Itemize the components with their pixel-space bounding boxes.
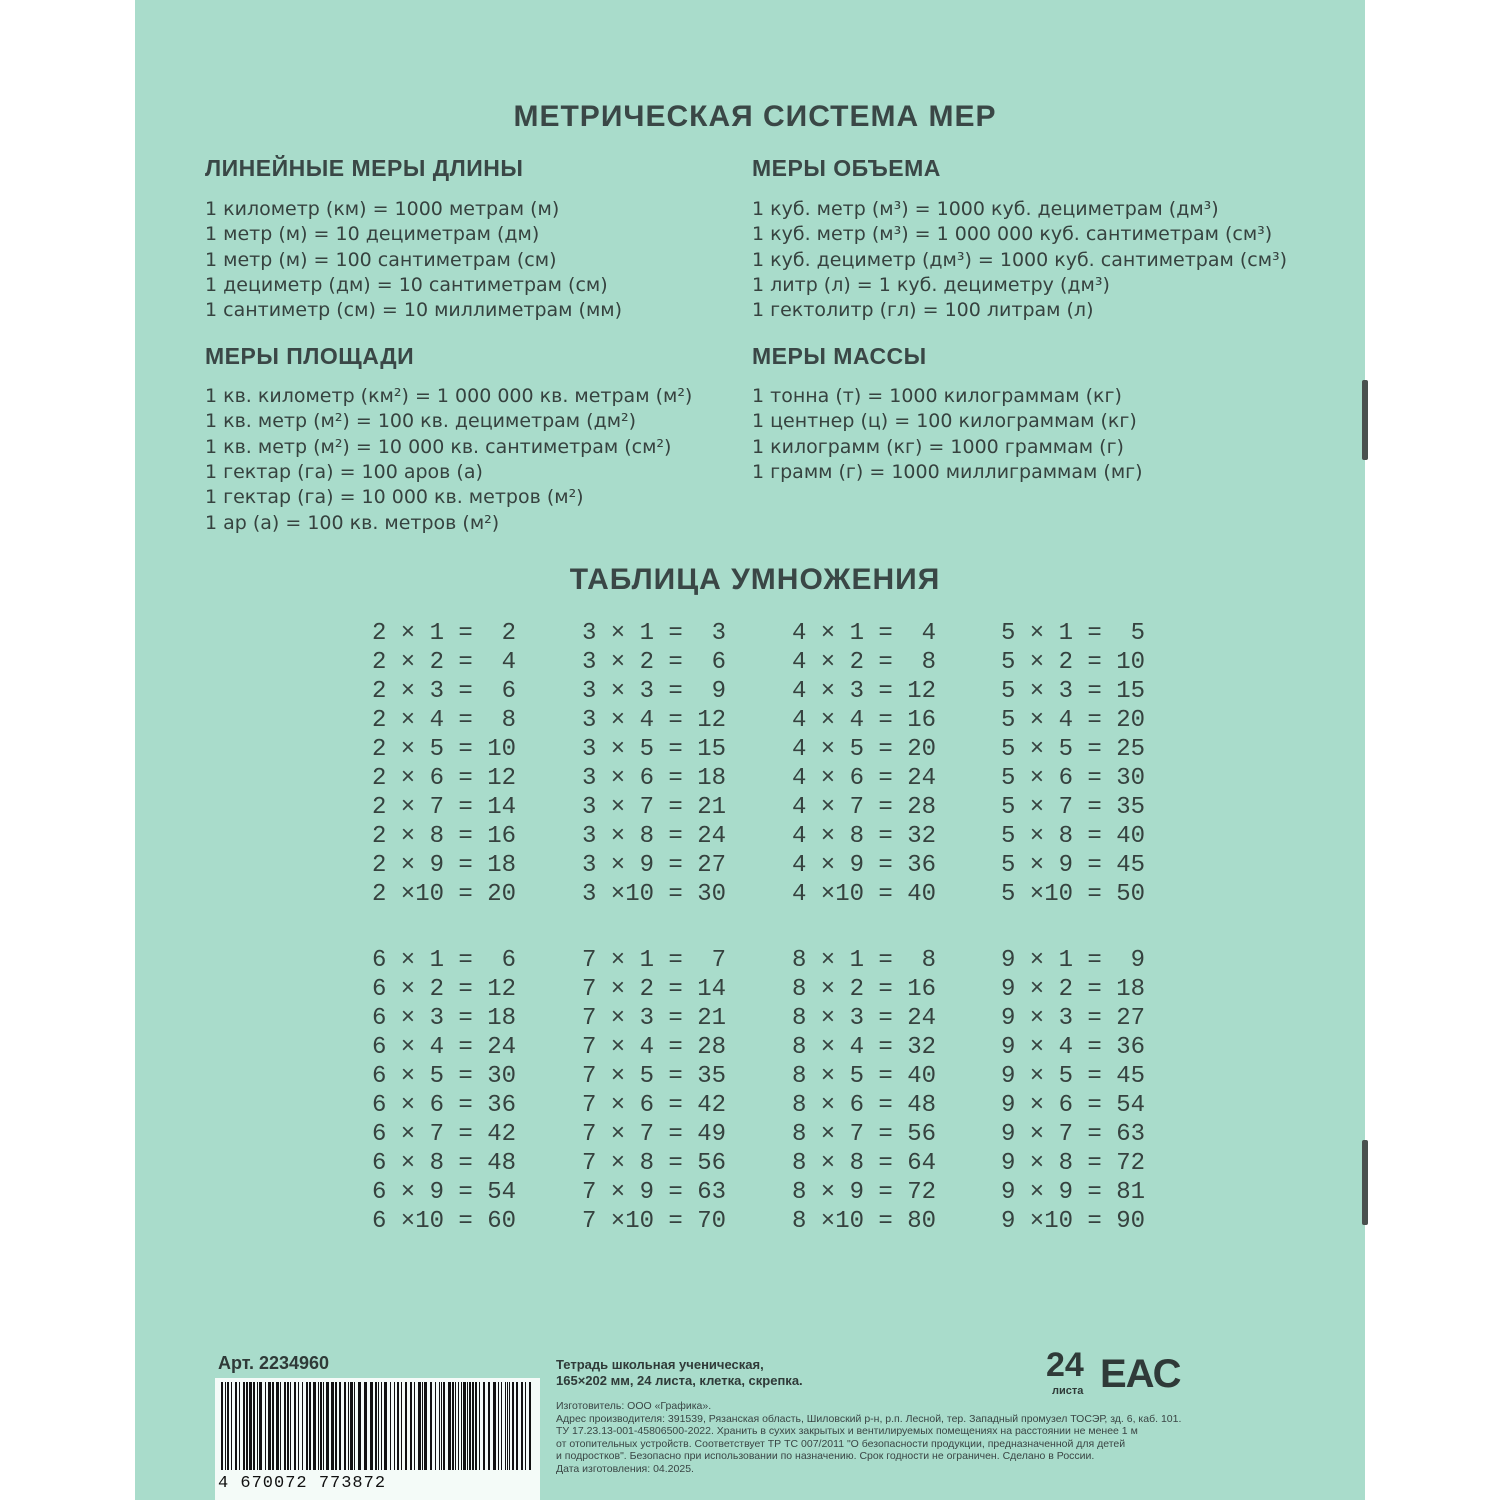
metric-title: МЕТРИЧЕСКАЯ СИСТЕМА МЕР bbox=[513, 100, 997, 133]
multiplication-row: 5 × 7 = 35 bbox=[1001, 794, 1146, 821]
multiplication-row: 8 × 4 = 32 bbox=[792, 1034, 937, 1061]
multiplication-row: 2 × 1 = 2 bbox=[372, 620, 517, 647]
article-number: Арт. 2234960 bbox=[218, 1353, 330, 1373]
info-line: Адрес производителя: 391539, Рязанская область, Шиловский р-н, р.п. Лесной, тер. Западный промузел ТОСЭР, зд. 6, каб. 101. bbox=[556, 1412, 1182, 1425]
multiplication-row: 4 × 5 = 20 bbox=[792, 736, 937, 763]
info-line: Дата изготовления: 04.2025. bbox=[556, 1462, 694, 1475]
multiplication-row: 7 × 8 = 56 bbox=[582, 1150, 727, 1177]
length-line: 1 метр (м) = 100 сантиметрам (см) bbox=[205, 248, 557, 271]
multiplication-row: 5 × 8 = 40 bbox=[1001, 823, 1146, 850]
multiplication-row: 8 × 9 = 72 bbox=[792, 1179, 937, 1206]
barcode-bars bbox=[215, 1378, 540, 1473]
multiplication-row: 9 × 5 = 45 bbox=[1001, 1063, 1146, 1090]
product-line-2: 165×202 мм, 24 листа, клетка, скрепка. bbox=[556, 1373, 803, 1388]
multiplication-row: 7 ×10 = 70 bbox=[582, 1208, 727, 1235]
multiplication-row: 4 × 4 = 16 bbox=[792, 707, 937, 734]
multiplication-row: 5 × 9 = 45 bbox=[1001, 852, 1146, 879]
multiplication-row: 9 × 8 = 72 bbox=[1001, 1150, 1146, 1177]
multiplication-row: 8 × 6 = 48 bbox=[792, 1092, 937, 1119]
multiplication-row: 5 ×10 = 50 bbox=[1001, 881, 1146, 908]
multiplication-row: 3 × 4 = 12 bbox=[582, 707, 727, 734]
volume-line: 1 литр (л) = 1 куб. дециметру (дм³) bbox=[752, 273, 1110, 296]
mass-heading: МЕРЫ МАССЫ bbox=[752, 343, 927, 369]
multiplication-row: 6 × 8 = 48 bbox=[372, 1150, 517, 1177]
multiplication-row: 5 × 3 = 15 bbox=[1001, 678, 1146, 705]
multiplication-row: 9 × 1 = 9 bbox=[1001, 947, 1146, 974]
mass-line: 1 килограмм (кг) = 1000 граммам (г) bbox=[752, 435, 1124, 458]
multiplication-row: 4 × 1 = 4 bbox=[792, 620, 937, 647]
multiplication-row: 2 × 2 = 4 bbox=[372, 649, 517, 676]
mass-line: 1 грамм (г) = 1000 миллиграммам (мг) bbox=[752, 460, 1143, 483]
mass-line: 1 центнер (ц) = 100 килограммам (кг) bbox=[752, 410, 1137, 433]
product-line-1: Тетрадь школьная ученическая, bbox=[556, 1357, 764, 1372]
multiplication-row: 7 × 4 = 28 bbox=[582, 1034, 727, 1061]
multiplication-row: 6 ×10 = 60 bbox=[372, 1208, 517, 1235]
multiplication-row: 3 × 8 = 24 bbox=[582, 823, 727, 850]
multiplication-row: 2 ×10 = 20 bbox=[372, 881, 517, 908]
multiplication-row: 5 × 1 = 5 bbox=[1001, 620, 1146, 647]
volume-line: 1 гектолитр (гл) = 100 литрам (л) bbox=[752, 299, 1094, 322]
multiplication-row: 4 × 3 = 12 bbox=[792, 678, 937, 705]
multiplication-row: 4 × 8 = 32 bbox=[792, 823, 937, 850]
multiplication-row: 7 × 6 = 42 bbox=[582, 1092, 727, 1119]
multiplication-row: 3 × 2 = 6 bbox=[582, 649, 727, 676]
multiplication-row: 2 × 8 = 16 bbox=[372, 823, 517, 850]
length-line: 1 сантиметр (см) = 10 миллиметрам (мм) bbox=[205, 299, 623, 322]
info-line: и подростков". Безопасно при использовании по назначению. Срок годности не ограничен. Сделано в России. bbox=[556, 1450, 1095, 1462]
multiplication-row: 6 × 5 = 30 bbox=[372, 1063, 517, 1090]
multiplication-row: 3 ×10 = 30 bbox=[582, 881, 727, 908]
area-heading: МЕРЫ ПЛОЩАДИ bbox=[205, 343, 415, 369]
multiplication-row: 6 × 7 = 42 bbox=[372, 1121, 517, 1148]
area-line: 1 гектар (га) = 100 аров (а) bbox=[205, 460, 483, 483]
length-line: 1 дециметр (дм) = 10 сантиметрам (см) bbox=[205, 273, 608, 296]
pages-word: листа bbox=[1052, 1385, 1084, 1397]
multiplication-row: 9 × 7 = 63 bbox=[1001, 1121, 1146, 1148]
multiplication-row: 7 × 5 = 35 bbox=[582, 1063, 727, 1090]
multiplication-row: 9 × 4 = 36 bbox=[1001, 1034, 1146, 1061]
multiplication-row: 6 × 6 = 36 bbox=[372, 1092, 517, 1119]
multiplication-row: 9 × 3 = 27 bbox=[1001, 1005, 1146, 1032]
multiplication-row: 3 × 5 = 15 bbox=[582, 736, 727, 763]
area-line: 1 ар (а) = 100 кв. метров (м²) bbox=[205, 511, 500, 534]
area-line: 1 кв. метр (м²) = 100 кв. дециметрам (дм²) bbox=[205, 410, 637, 433]
multiplication-row: 7 × 1 = 7 bbox=[582, 947, 727, 974]
length-line: 1 километр (км) = 1000 метрам (м) bbox=[205, 198, 560, 220]
multiplication-row: 2 × 3 = 6 bbox=[372, 678, 517, 705]
multiplication-row: 3 × 3 = 9 bbox=[582, 678, 727, 705]
info-line: от отопительных устройств. Соответствует ТР ТС 007/2011 "О безопасности продукции, предназначенной для детей bbox=[556, 1437, 1126, 1450]
multiplication-row: 9 × 6 = 54 bbox=[1001, 1092, 1146, 1119]
multiplication-row: 2 × 6 = 12 bbox=[372, 765, 517, 792]
multiplication-row: 8 × 7 = 56 bbox=[792, 1121, 937, 1148]
eac-mark: ЕАС bbox=[1100, 1352, 1181, 1396]
multiplication-row: 3 × 6 = 18 bbox=[582, 765, 727, 792]
pages-count: 24 bbox=[1046, 1346, 1084, 1384]
multiplication-row: 7 × 2 = 14 bbox=[582, 976, 727, 1003]
staple-edge-bottom bbox=[1362, 1140, 1368, 1225]
area-line: 1 кв. километр (км²) = 1 000 000 кв. метрам (м²) bbox=[205, 385, 693, 407]
multiplication-row: 8 ×10 = 80 bbox=[792, 1208, 937, 1235]
multiplication-row: 8 × 2 = 16 bbox=[792, 976, 937, 1003]
multiplication-row: 7 × 7 = 49 bbox=[582, 1121, 727, 1148]
volume-heading: МЕРЫ ОБЪЕМА bbox=[752, 155, 941, 181]
multiplication-row: 6 × 9 = 54 bbox=[372, 1179, 517, 1206]
multiplication-row: 8 × 5 = 40 bbox=[792, 1063, 937, 1090]
multiplication-row: 4 × 6 = 24 bbox=[792, 765, 937, 792]
multiplication-row: 4 ×10 = 40 bbox=[792, 881, 937, 908]
volume-line: 1 куб. метр (м³) = 1 000 000 куб. сантиметрам (см³) bbox=[752, 223, 1273, 246]
volume-line: 1 куб. дециметр (дм³) = 1000 куб. сантиметрам (см³) bbox=[752, 248, 1288, 271]
barcode-digits: 4 670072 773872 bbox=[218, 1474, 387, 1493]
multiplication-row: 2 × 4 = 8 bbox=[372, 707, 517, 734]
multiplication-row: 6 × 1 = 6 bbox=[372, 947, 517, 974]
multiplication-row: 3 × 9 = 27 bbox=[582, 852, 727, 879]
multiplication-row: 3 × 7 = 21 bbox=[582, 794, 727, 821]
volume-line: 1 куб. метр (м³) = 1000 куб. дециметрам (дм³) bbox=[752, 198, 1219, 220]
multiplication-row: 7 × 9 = 63 bbox=[582, 1179, 727, 1206]
length-heading: ЛИНЕЙНЫЕ МЕРЫ ДЛИНЫ bbox=[205, 155, 524, 181]
multiplication-row: 7 × 3 = 21 bbox=[582, 1005, 727, 1032]
length-line: 1 метр (м) = 10 дециметрам (дм) bbox=[205, 223, 540, 246]
multiplication-row: 2 × 9 = 18 bbox=[372, 852, 517, 879]
multiplication-row: 2 × 7 = 14 bbox=[372, 794, 517, 821]
multiplication-row: 6 × 2 = 12 bbox=[372, 976, 517, 1003]
multiplication-row: 8 × 3 = 24 bbox=[792, 1005, 937, 1032]
multiplication-row: 5 × 2 = 10 bbox=[1001, 649, 1146, 676]
info-line: ТУ 17.23.13-001-45806500-2022. Хранить в сухих закрытых и вентилируемых помещениях на расстоянии не менее 1 м bbox=[556, 1425, 1138, 1437]
multiplication-row: 6 × 3 = 18 bbox=[372, 1005, 517, 1032]
multiplication-title: ТАБЛИЦА УМНОЖЕНИЯ bbox=[569, 563, 941, 596]
multiplication-row: 6 × 4 = 24 bbox=[372, 1034, 517, 1061]
multiplication-row: 5 × 4 = 20 bbox=[1001, 707, 1146, 734]
multiplication-row: 9 ×10 = 90 bbox=[1001, 1208, 1146, 1235]
multiplication-row: 4 × 2 = 8 bbox=[792, 649, 937, 676]
area-line: 1 гектар (га) = 10 000 кв. метров (м²) bbox=[205, 486, 584, 509]
multiplication-row: 5 × 5 = 25 bbox=[1001, 736, 1146, 763]
multiplication-row: 2 × 5 = 10 bbox=[372, 736, 517, 763]
staple-edge-top bbox=[1362, 380, 1368, 460]
multiplication-row: 8 × 1 = 8 bbox=[792, 947, 937, 974]
multiplication-row: 5 × 6 = 30 bbox=[1001, 765, 1146, 792]
multiplication-row: 8 × 8 = 64 bbox=[792, 1150, 937, 1177]
info-line: Изготовитель: ООО «Графика». bbox=[556, 1400, 712, 1412]
area-line: 1 кв. метр (м²) = 10 000 кв. сантиметрам (см²) bbox=[205, 435, 672, 458]
multiplication-row: 9 × 2 = 18 bbox=[1001, 976, 1146, 1003]
mass-line: 1 тонна (т) = 1000 килограммам (кг) bbox=[752, 385, 1122, 407]
multiplication-row: 9 × 9 = 81 bbox=[1001, 1179, 1146, 1206]
multiplication-row: 3 × 1 = 3 bbox=[582, 620, 727, 647]
multiplication-row: 4 × 9 = 36 bbox=[792, 852, 937, 879]
multiplication-row: 4 × 7 = 28 bbox=[792, 794, 937, 821]
